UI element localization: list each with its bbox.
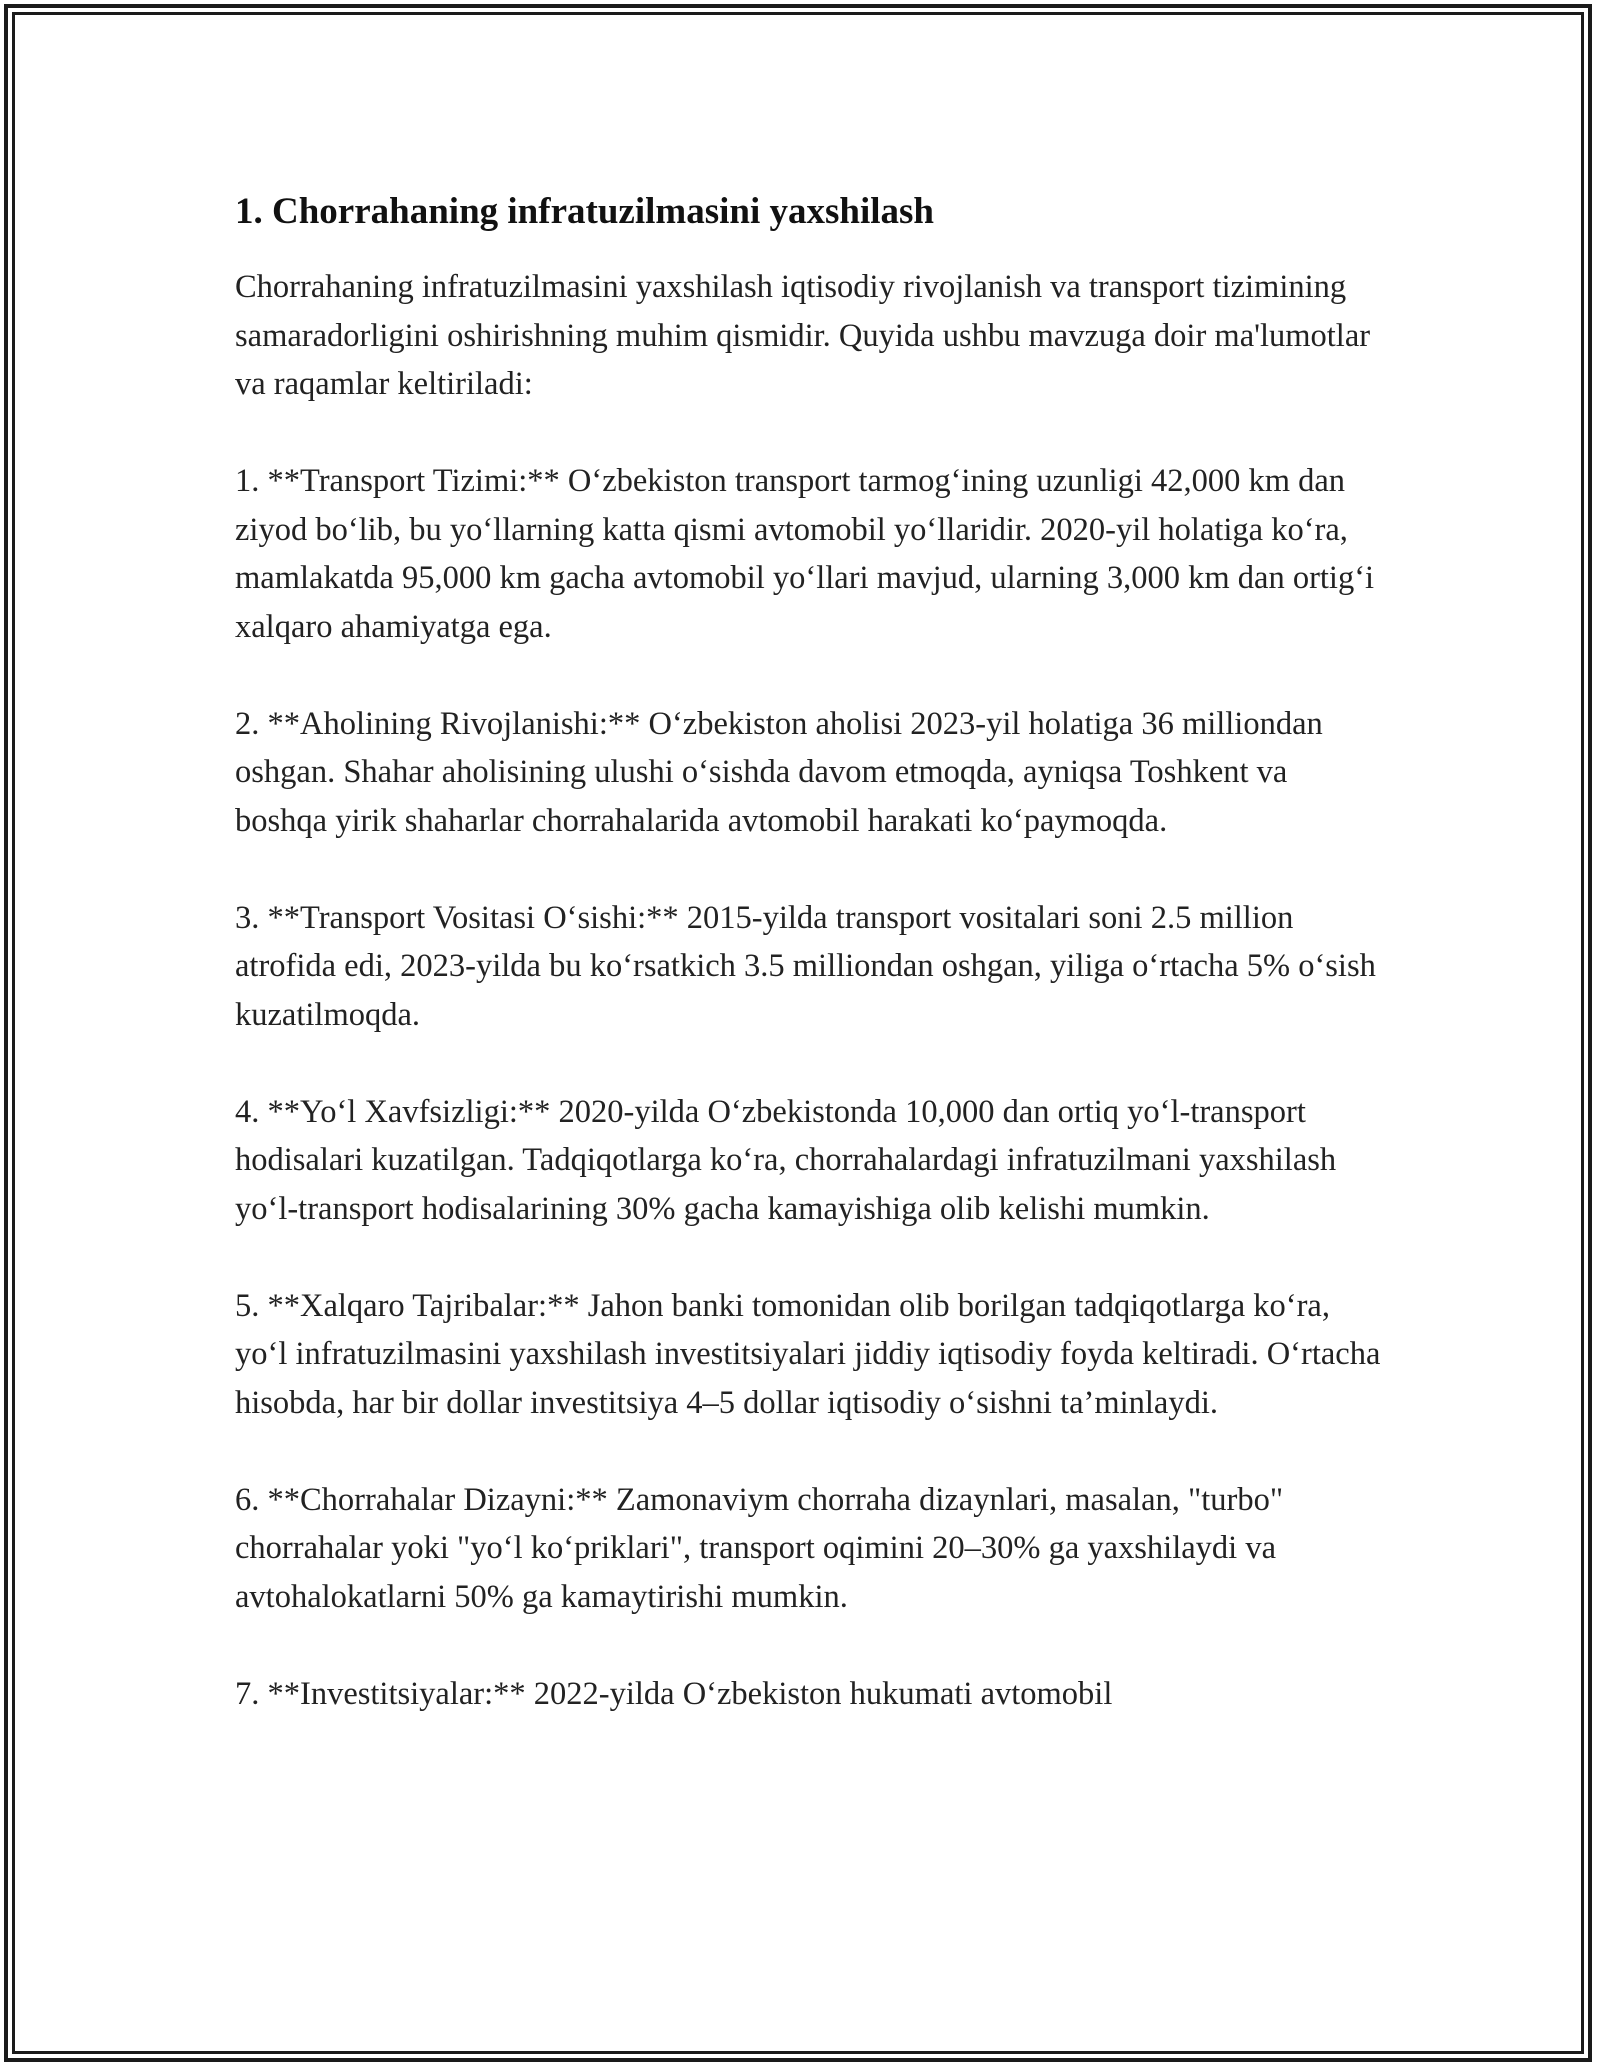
intro-paragraph: Chorrahaning infratuzilmasini yaxshilash iqtisodiy rivojlanish va transport tizimining samaradorligini oshirishning muhim qismidir. Quyida ushbu mavzuga doir ma'lumotlar va raqamlar keltiriladi: [235,269,1371,402]
document-title: 1. Chorrahaning infratuzilmasini yaxshilash [235,191,935,232]
list-item-population: 2. **Aholining Rivojlanishi:** O‘zbekiston aholisi 2023-yil holatiga 36 milliondan oshgan. Shahar aholisining ulushi o‘sishda davom etmoqda, ayniqsa Toshkent va boshqa yirik shaharlar chorrahalarida avtomobil harakati ko‘paymoqda. [235,705,1323,839]
list-item-road-safety: 4. **Yo‘l Xavfsizligi:** 2020-yilda O‘zbekistonda 10,000 dan ortiq yo‘l-transport hodisalari kuzatilgan. Tadqiqotlarga ko‘ra, chorrahalardagi infratuzilmani yaxshilash yo‘l-transport hodisalarining 30% gacha kamayishiga olib kelishi mumkin. [235,1093,1337,1227]
document-body [235,180,1385,1718]
list-item-vehicle-growth: 3. **Transport Vositasi O‘sishi:** 2015-yilda transport vositalari soni 2.5 million atrofida edi, 2023-yilda bu ko‘rsatkich 3.5 milliondan oshgan, yiliga o‘rtacha 5% o‘sish kuzatilmoqda. [235,899,1376,1033]
list-item-transport-system: 1. **Transport Tizimi:** O‘zbekiston transport tarmog‘ining uzunligi 42,000 km dan ziyod bo‘lib, bu yo‘llarning katta qismi avtomobil yo‘llaridir. 2020-yil holatiga ko‘ra, mamlakatda 95,000 km gacha avtomobil yo‘llari mavjud, ularning 3,000 km dan ortig‘i xalqaro ahamiyatga ega. [235,463,1375,645]
list-item-intersection-design: 6. **Chorrahalar Dizayni:** Zamonaviym chorraha dizaynlari, masalan, "turbo" chorrahalar yoki "yo‘l ko‘priklari", transport oqimini 20–30% ga yaxshilaydi va avtohalokatlarni 50% ga kamaytirishi mumkin. [235,1481,1284,1615]
list-item-investments: 7. **Investitsiyalar:** 2022-yilda O‘zbekiston hukumati avtomobil [235,1675,1113,1712]
list-item-international-experience: 5. **Xalqaro Tajribalar:** Jahon banki tomonidan olib borilgan tadqiqotlarga ko‘ra, yo‘l infratuzilmasini yaxshilash investitsiyalari jiddiy iqtisodiy foyda keltiradi. O‘rtacha hisobda, har bir dollar investitsiya 4–5 dollar iqtisodiy o‘sishni ta’minlaydi. [235,1287,1381,1421]
